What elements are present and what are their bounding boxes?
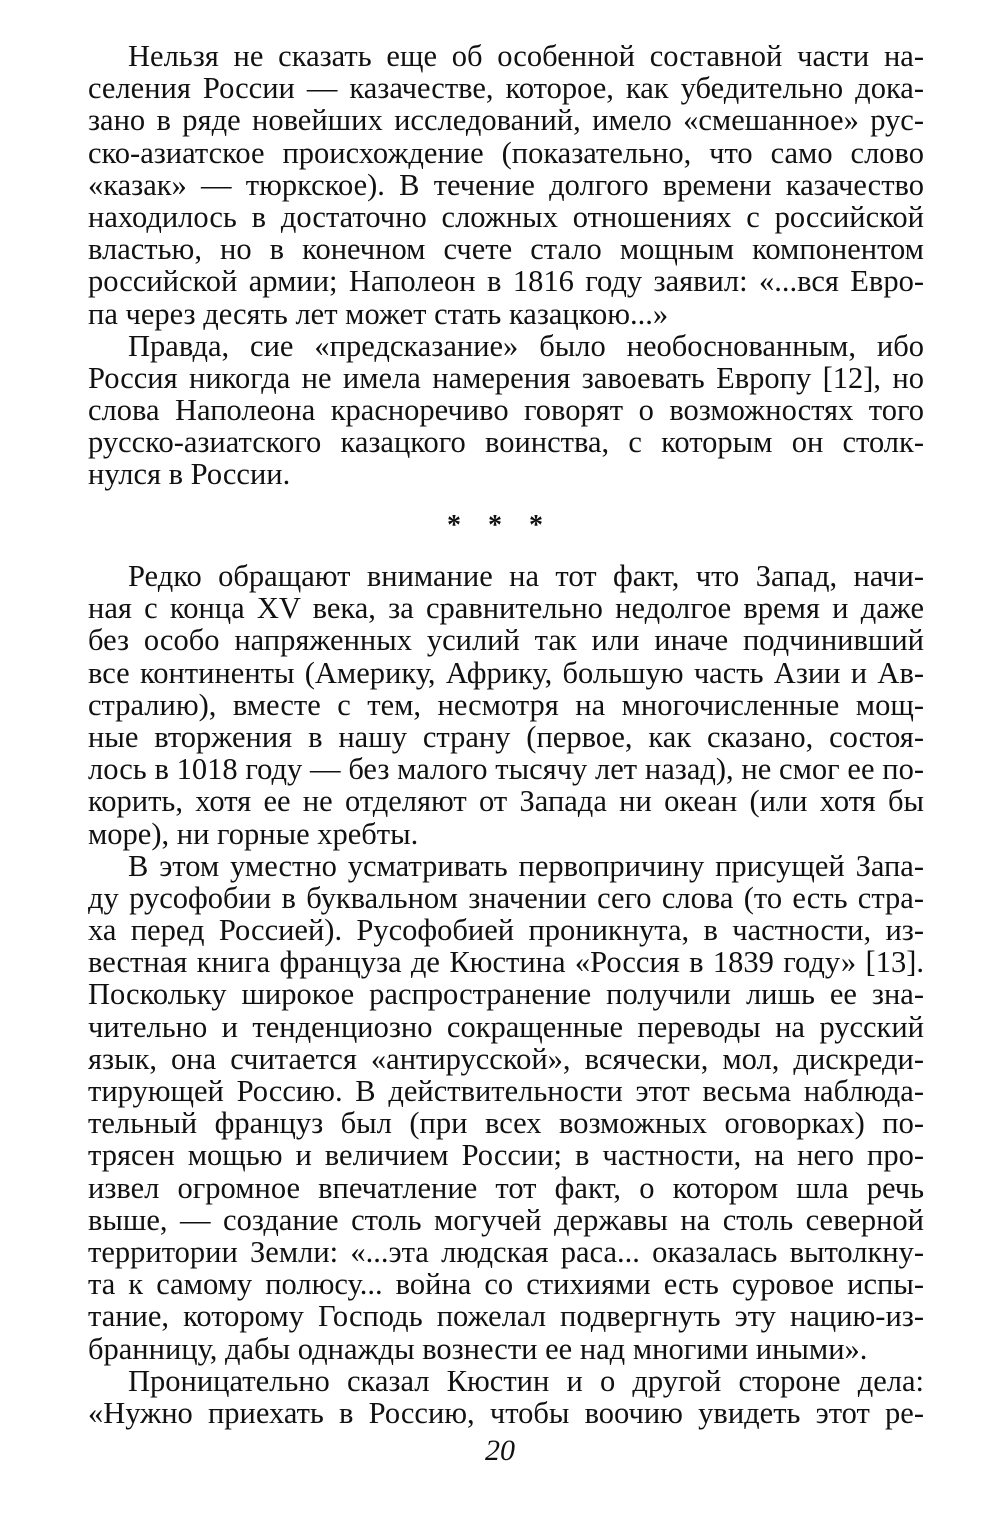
text-line: Редко обращают внимание на тот факт, что Запад, начи- — [128, 559, 924, 593]
text-line: извел огромное впечатление тот факт, о котором шла речь — [88, 1170, 924, 1205]
page-number: 20 — [485, 1434, 515, 1467]
text-line: нулся в России. — [88, 457, 291, 492]
text-line: «Нужно приехать в Россию, чтобы воочию увидеть этот ре- — [88, 1395, 924, 1430]
text-line: чительно и тенденциозно сокращенные переводы на русский — [88, 1009, 924, 1044]
text-line: корить, хотя ее не отделяют от Запада ни океан (или хотя бы — [88, 784, 924, 819]
text-line: Россия никогда не имела намерения завоевать Европу [12], но — [88, 360, 924, 395]
text-line: «казак» — тюркское). В течение долгого времени казачество — [88, 167, 924, 202]
text-line: та к самому полюсу... война со стихиями есть суровое испы- — [88, 1267, 924, 1302]
text-line: слова Наполеона красноречиво говорят о возможностях того — [88, 393, 924, 428]
text-line: море), ни горные хребты. — [88, 816, 419, 851]
text-line: русско-азиатского казацкого воинства, с которым он столк- — [88, 425, 924, 460]
text-line: тание, которому Господь пожелал подвергнуть эту нацию-из- — [88, 1299, 924, 1334]
text-section-after-separator — [88, 560, 924, 1429]
text-line: селения России — казачестве, которое, как убедительно дока- — [88, 71, 924, 106]
text-line: лось в 1018 году — без малого тысячу лет назад), не смог ее по- — [88, 752, 924, 787]
text-line: язык, она считается «антирусской», всячески, мол, дискреди- — [88, 1041, 924, 1076]
text-line: Проницательно сказал Кюстин и о другой стороне дела: — [128, 1363, 924, 1398]
paragraph-custine-other-side — [88, 1365, 924, 1429]
text-line: ду русофобии в буквальном значении сего слова (то есть стра- — [88, 880, 924, 915]
text-line: Правда, сие «предсказание» было необоснованным, ибо — [128, 328, 924, 363]
text-line: ные вторжения в нашу страну (первое, как сказано, состоя- — [88, 719, 924, 754]
text-line: ха перед Россией). Русофобией проникнута, в частности, из- — [88, 913, 924, 948]
text-line: бранницу, дабы однажды вознести ее над многими иными». — [88, 1331, 868, 1366]
text-line: вестная книга француза де Кюстина «Россия в 1839 году» [13]. — [88, 945, 924, 980]
paragraph-west-conquest — [88, 560, 924, 850]
text-line: тельный француз был (при всех возможных оговорках) по- — [88, 1106, 924, 1141]
text-line: стралию), вместе с тем, несмотря на многочисленные мощ- — [88, 687, 924, 722]
text-line: Поскольку широкое распространение получили лишь ее зна- — [88, 977, 924, 1012]
text-line: Нельзя не сказать еще об особенной составной части на- — [128, 39, 924, 73]
section-separator: * * * — [447, 510, 553, 541]
text-line: трясен мощью и величием России; в частности, на него про- — [88, 1138, 924, 1173]
text-line: властью, но в конечном счете стало мощным компонентом — [88, 232, 924, 267]
text-line: ско-азиатское происхождение (показательно, что само слово — [88, 135, 924, 170]
text-line: российской армии; Наполеон в 1816 году заявил: «...вся Евро- — [88, 264, 924, 299]
text-line: без особо напряженных усилий так или иначе подчинивший — [88, 623, 924, 658]
paragraph-napoleon-prediction — [88, 330, 924, 491]
paragraph-russophobia-custine — [88, 850, 924, 1365]
text-line: ная с конца XV века, за сравнительно недолгое время и даже — [88, 591, 924, 626]
text-line: зано в ряде новейших исследований, имело «смешанное» рус- — [88, 103, 924, 138]
text-line: выше, — создание столь могучей державы на столь северной — [88, 1202, 924, 1237]
text-section-before-separator — [88, 40, 924, 491]
text-line: территории Земли: «...эта людская раса... оказалась вытолкну- — [88, 1234, 924, 1269]
text-line: все континенты (Америку, Африку, большую часть Азии и Ав- — [88, 655, 924, 690]
text-line: па через десять лет может стать казацкою...» — [88, 296, 669, 331]
text-line: тирующей Россию. В действительности этот весьма наблюда- — [88, 1074, 924, 1108]
paragraph-cossacks — [88, 40, 924, 330]
text-line: В этом уместно усматривать первопричину присущей Запа- — [128, 848, 924, 883]
text-line: находилось в достаточно сложных отношениях с российской — [88, 199, 924, 234]
